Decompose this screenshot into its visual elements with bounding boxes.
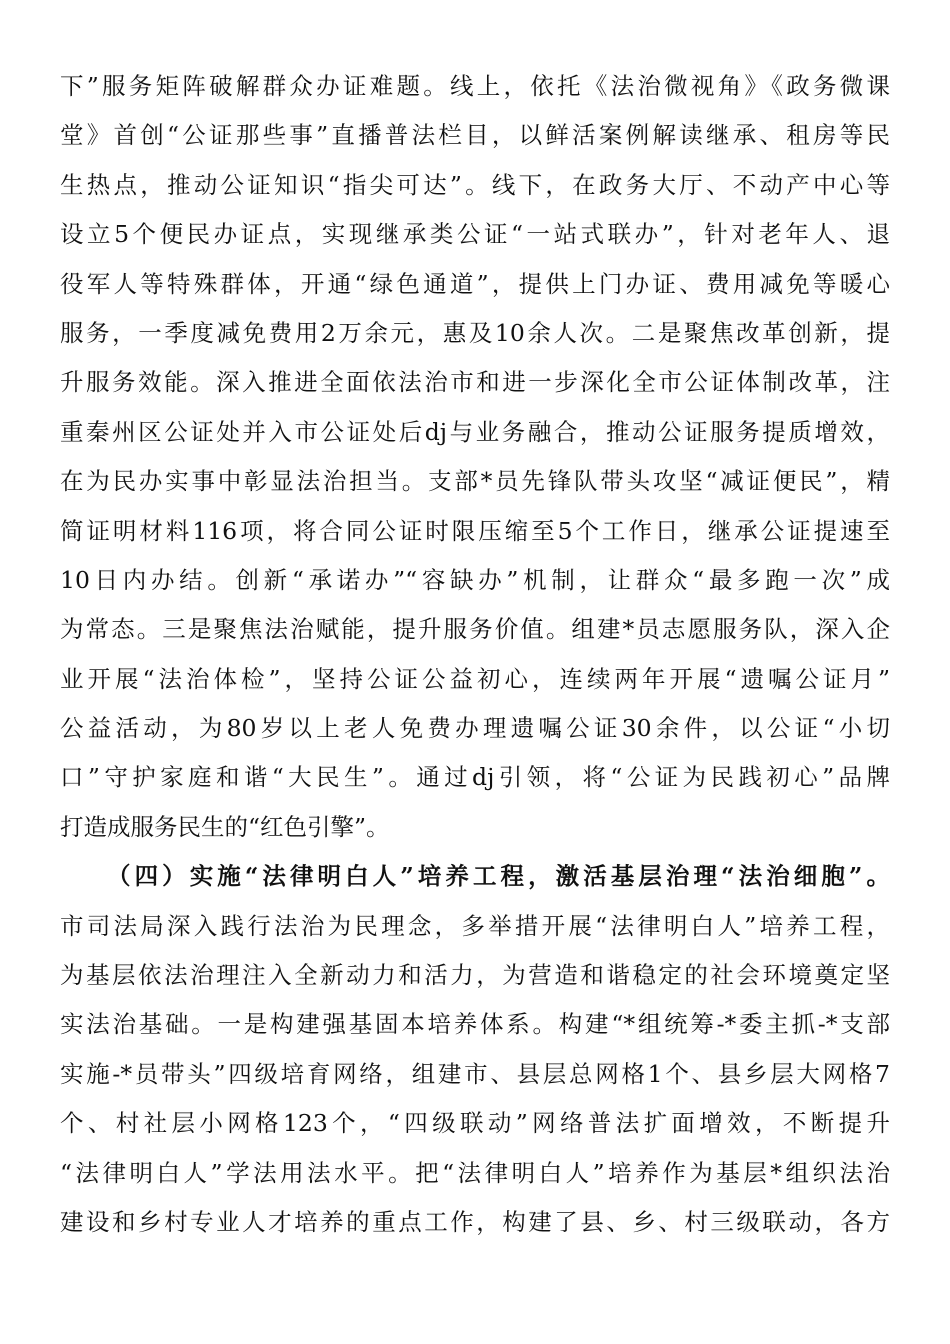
paragraph-line: 生热点，推动公证知识“指尖可达”。线下，在政务大厅、不动产中心等 [60, 170, 890, 199]
paragraph-line: 公益活动，为80岁以上老人免费办理遗嘱公证30余件，以公证“小切 [60, 714, 890, 743]
paragraph-line: 实法治基础。一是构建强基固本培养体系。构建“*组统筹-*委主抓-*支部 [60, 1010, 890, 1039]
paragraph-line: 打造成服务民生的“红色引擎”。 [60, 812, 390, 841]
paragraph-line: 市司法局深入践行法治为民理念，多举措开展“法律明白人”培养工程， [60, 911, 890, 940]
paragraph-line: “法律明白人”学法用法水平。把“法律明白人”培养作为基层*组织法治 [60, 1158, 890, 1187]
paragraph-line: 业开展“法治体检”，坚持公证公益初心，连续两年开展“遗嘱公证月” [60, 664, 890, 693]
paragraph-line: 实施-*员带头”四级培育网络，组建市、县层总网格1个、县乡层大网格7 [60, 1059, 890, 1088]
paragraph-line: 服务，一季度减免费用2万余元，惠及10余人次。二是聚焦改革创新，提 [60, 318, 890, 347]
paragraph-line: 设立5个便民办证点，实现继承类公证“一站式联办”，针对老年人、退 [60, 220, 890, 249]
paragraph-line: 10日内办结。创新“承诺办”“容缺办”机制，让群众“最多跑一次”成 [60, 565, 890, 594]
paragraph-line: 个、村社层小网格123个，“四级联动”网络普法扩面增效，不断提升 [60, 1109, 890, 1138]
section-heading: （四）实施“法律明白人”培养工程，激活基层治理“法治细胞”。 [107, 862, 890, 891]
paragraph-line: 口”守护家庭和谐“大民生”。通过dj引领，将“公证为民践初心”品牌 [60, 763, 890, 792]
paragraph-line: 为常态。三是聚焦法治赋能，提升服务价值。组建*员志愿服务队，深入企 [60, 615, 890, 644]
paragraph-line: 役军人等特殊群体，开通“绿色通道”，提供上门办证、费用减免等暖心 [60, 269, 890, 298]
paragraph-line: 堂》首创“公证那些事”直播普法栏目，以鲜活案例解读继承、租房等民 [60, 121, 890, 150]
paragraph-line: 为基层依法治理注入全新动力和活力，为营造和谐稳定的社会环境奠定坚 [60, 961, 890, 990]
paragraph-line: 建设和乡村专业人才培养的重点工作，构建了县、乡、村三级联动，各方 [60, 1207, 890, 1236]
paragraph-line: 在为民办实事中彰显法治担当。支部*员先锋队带头攻坚“减证便民”，精 [60, 467, 890, 496]
paragraph-line: 下”服务矩阵破解群众办证难题。线上，依托《法治微视角》《政务微课 [60, 72, 890, 100]
paragraph-line: 简证明材料116项，将合同公证时限压缩至5个工作日，继承公证提速至 [60, 516, 890, 545]
paragraph-line: 重秦州区公证处并入市公证处后dj与业务融合，推动公证服务提质增效， [60, 417, 890, 446]
document-body [60, 62, 890, 1247]
paragraph-line: 升服务效能。深入推进全面依法治市和进一步深化全市公证体制改革，注 [60, 368, 890, 397]
